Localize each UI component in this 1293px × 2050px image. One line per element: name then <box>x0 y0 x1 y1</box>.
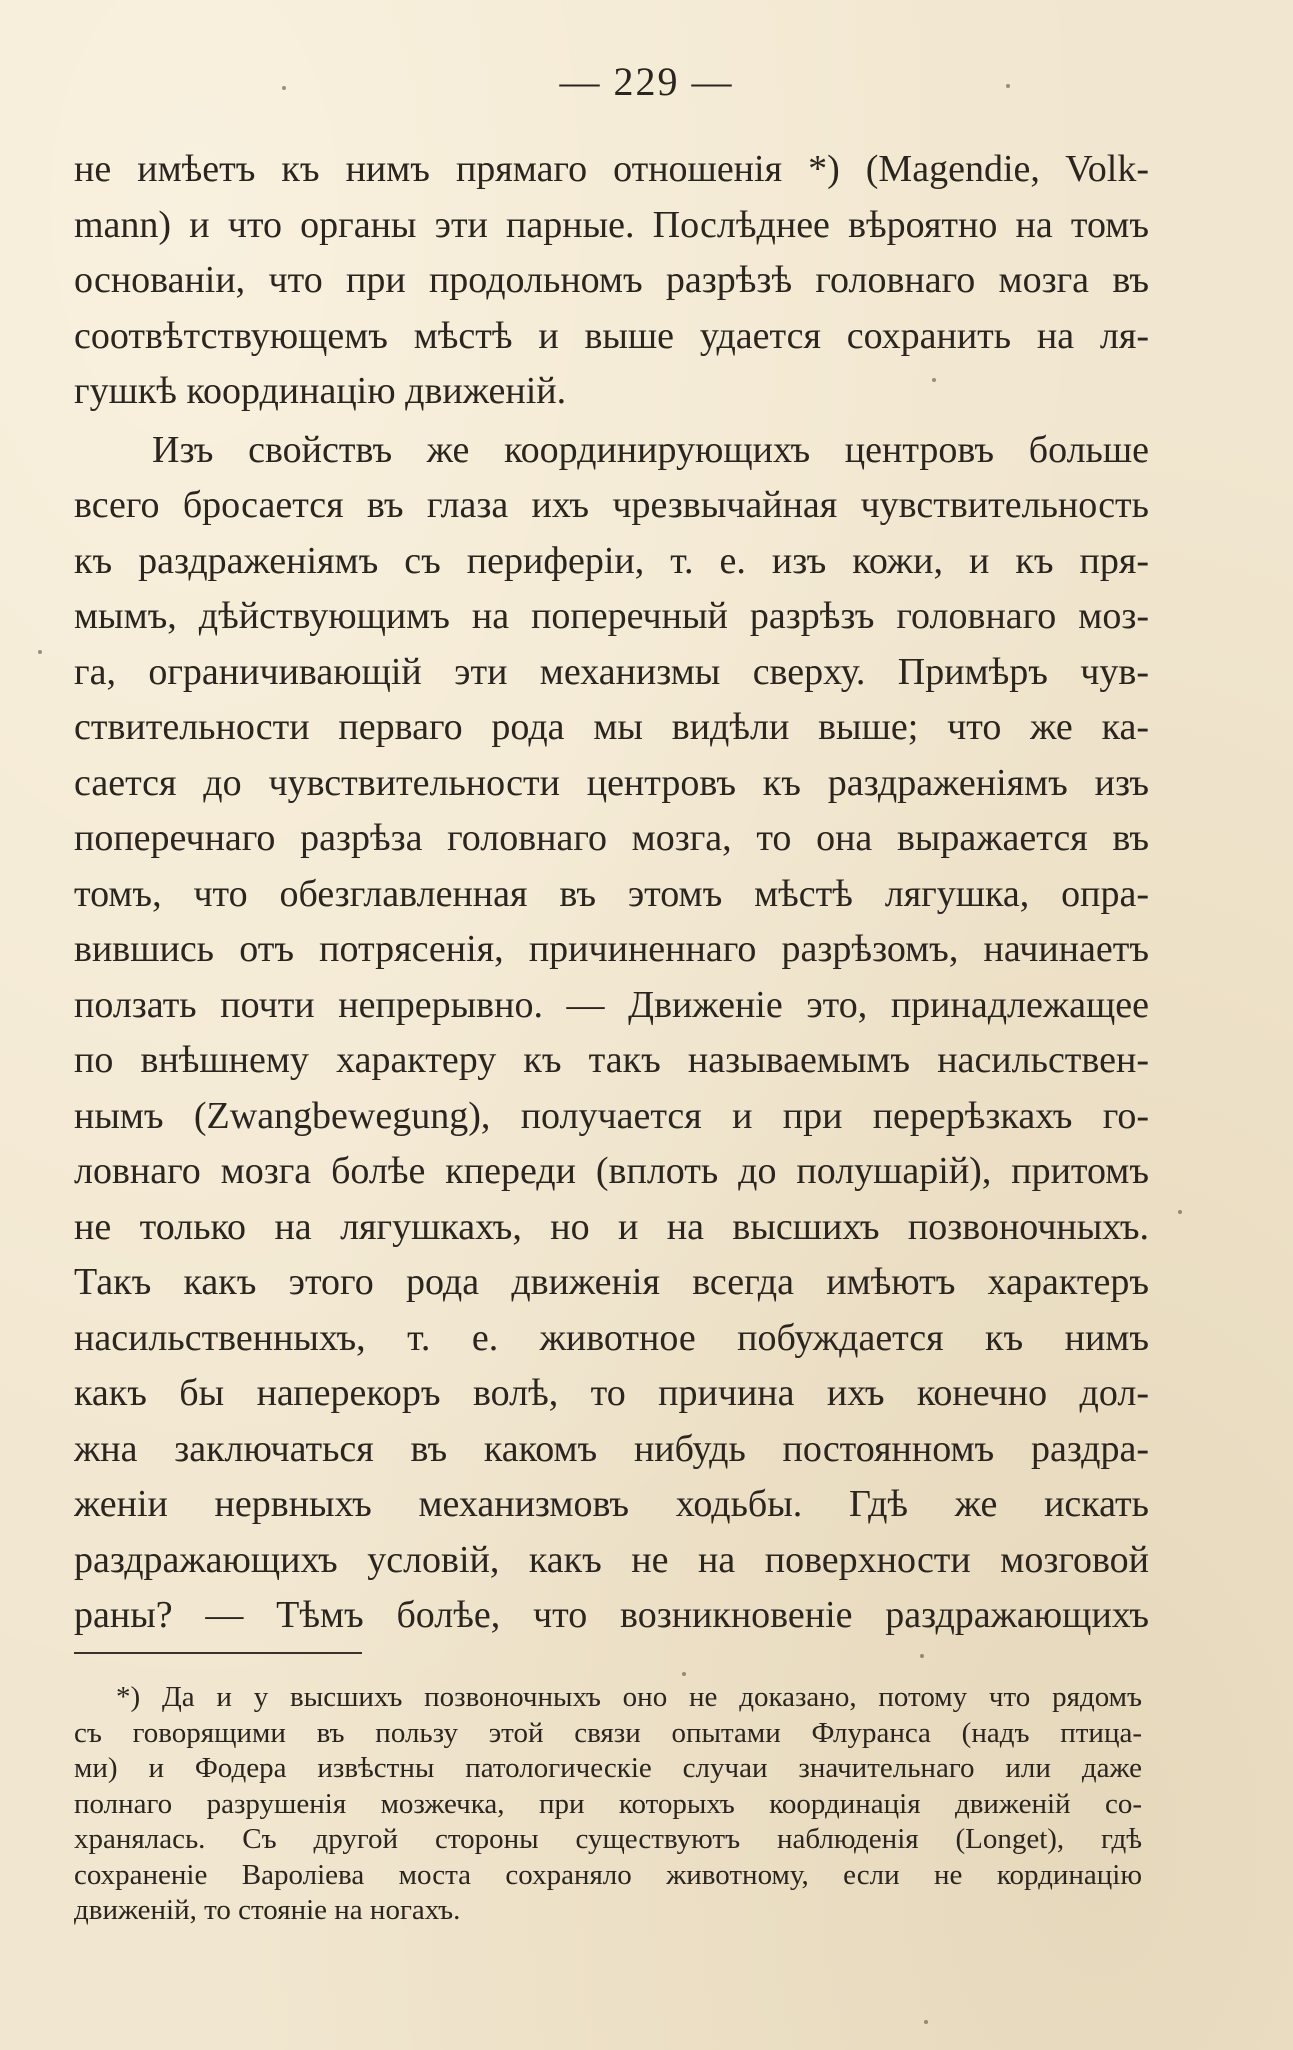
footnote-line: полнаго разрушенія мозжечка, при которыхъ координація движеній со- <box>74 1787 1142 1820</box>
footnote-line: *) Да и у высшихъ позвоночныхъ оно не доказано, потому что рядомъ <box>116 1681 1142 1713</box>
text-line: жна заключаться въ какомъ нибудь постоянномъ раздра- <box>74 1427 1149 1470</box>
footnote-line: сохраненіе Вароліева моста сохраняло животному, если не кординацію <box>74 1858 1142 1891</box>
page-number: — 229 — <box>559 59 734 104</box>
text-line: га, ограничивающій эти механизмы сверху. Примѣръ чув- <box>74 650 1149 693</box>
text-line: не имѣетъ къ нимъ прямаго отношенія *) (Magendie, Volk- <box>74 148 1149 190</box>
text-line: по внѣшнему характеру къ такъ называемымъ насильствен- <box>74 1039 1149 1081</box>
text-line: поперечнаго разрѣза головнаго мозга, то она выражается въ <box>74 817 1149 859</box>
text-line: томъ, что обезглавленная въ этомъ мѣстѣ лягушка, опра- <box>74 872 1149 915</box>
paper-speck <box>38 650 42 654</box>
text-line: насильственныхъ, т. е. животное побуждается къ нимъ <box>74 1316 1149 1359</box>
text-line: раздражающихъ условій, какъ не на поверхности мозговой <box>74 1538 1149 1581</box>
text-line: вившись отъ потрясенія, причиненнаго разрѣзомъ, начинаетъ <box>74 928 1149 970</box>
text-line: сается до чувствительности центровъ къ раздраженіямъ изъ <box>74 761 1149 804</box>
text-line: женіи нервныхъ механизмовъ ходьбы. Гдѣ же искать <box>74 1483 1149 1525</box>
paper-speck <box>282 86 286 90</box>
paper-speck <box>1178 1210 1182 1214</box>
paragraph-first-line: Изъ свойствъ же координирующихъ центровъ больше <box>152 428 1149 471</box>
footnote-line: ми) и Фодера извѣстны патологическіе случаи значительнаго или даже <box>74 1752 1142 1784</box>
text-line: всего бросается въ глаза ихъ чрезвычайная чувствительность <box>74 484 1149 526</box>
footnote-line: движеній, то стояніе на ногахъ. <box>74 1894 461 1926</box>
text-line: соотвѣтствующемъ мѣстѣ и выше удается сохранить на ля- <box>74 314 1149 357</box>
text-line: ловнаго мозга болѣе кпереди (вплоть до полушарій), притомъ <box>74 1150 1149 1192</box>
footnote-line: хранялась. Съ другой стороны существуютъ наблюденія (Longet), гдѣ <box>74 1823 1142 1855</box>
paper-speck <box>1006 84 1010 88</box>
paper-speck <box>920 1654 924 1658</box>
paper-speck <box>924 2020 928 2024</box>
text-line: раны? — Тѣмъ болѣе, что возникновеніе раздражающихъ <box>74 1594 1149 1636</box>
text-line: ствительности перваго рода мы видѣли выше; что же ка- <box>74 706 1149 748</box>
footnote <box>74 1680 1142 1929</box>
text-line: къ раздраженіямъ съ периферіи, т. е. изъ кожи, и къ пря- <box>74 539 1149 582</box>
paper-speck <box>682 1672 686 1676</box>
text-line: не только на лягушкахъ, но и на высшихъ позвоночныхъ. <box>74 1205 1149 1248</box>
text-line: какъ бы наперекоръ волѣ, то причина ихъ конечно дол- <box>74 1372 1149 1414</box>
text-line: мымъ, дѣйствующимъ на поперечный разрѣзъ головнаго моз- <box>74 595 1149 637</box>
footnote-line: съ говорящими въ пользу этой связи опытами Флуранса (надъ птица- <box>74 1716 1142 1749</box>
footnote-divider <box>74 1652 362 1654</box>
text-line: гушкѣ координацію движеній. <box>74 370 567 412</box>
text-line: Такъ какъ этого рода движенія всегда имѣютъ характеръ <box>74 1261 1149 1303</box>
text-line: нымъ (Zwangbewegung), получается и при перерѣзкахъ го- <box>74 1094 1149 1137</box>
text-line: ползать почти непрерывно. — Движеніе это, принадлежащее <box>74 983 1149 1026</box>
text-line: основанiи, что при продольномъ разрѣзѣ головнаго мозга въ <box>74 259 1149 301</box>
main-text <box>74 142 1149 1644</box>
paper-speck <box>932 378 936 382</box>
text-line: mann) и что органы эти парные. Послѣднее вѣроятно на томъ <box>74 203 1149 246</box>
